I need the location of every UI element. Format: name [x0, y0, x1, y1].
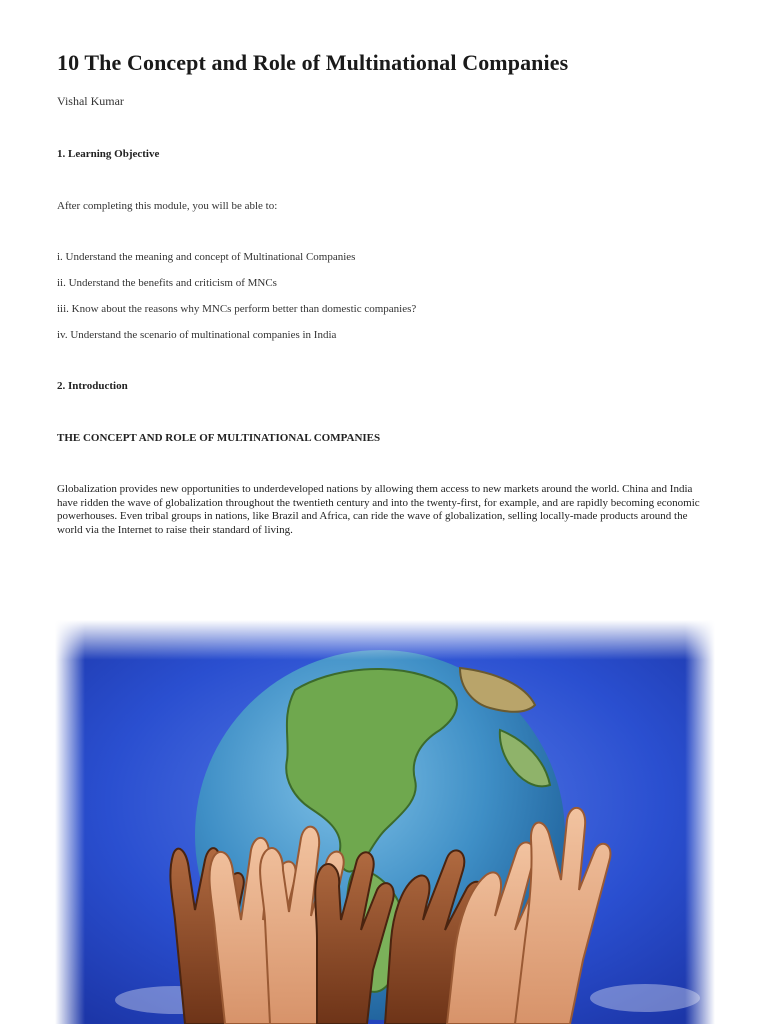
globe-hands-illustration — [55, 620, 715, 1024]
objective-item: iv. Understand the scenario of multinational companies in India — [57, 329, 337, 341]
objectives-lead: After completing this module, you will be able to: — [57, 200, 278, 212]
author-name: Vishal Kumar — [57, 94, 124, 108]
objective-item: i. Understand the meaning and concept of Multinational Companies — [57, 251, 356, 263]
section-heading-introduction: 2. Introduction — [57, 380, 128, 392]
section-heading-learning-objective: 1. Learning Objective — [57, 148, 160, 160]
document-title: 10 The Concept and Role of Multinational Companies — [57, 50, 569, 75]
objective-item: iii. Know about the reasons why MNCs perform better than domestic companies? — [57, 303, 417, 315]
section-subheading: THE CONCEPT AND ROLE OF MULTINATIONAL COMPANIES — [57, 432, 381, 444]
introduction-paragraph: Globalization provides new opportunities to underdeveloped nations by allowing them access to new markets around the world. China and India have ridden the wave of globalization throughout the twentieth century and into the twenty-first, for example, and are rapidly becoming economic powerhouses. Even tribal groups in nations, like Brazil and Africa, can ride the wave of globalization, selling locally-made products around the world via the Internet to raise their standard of living. — [57, 483, 700, 536]
objective-item: ii. Understand the benefits and criticism of MNCs — [57, 277, 277, 289]
